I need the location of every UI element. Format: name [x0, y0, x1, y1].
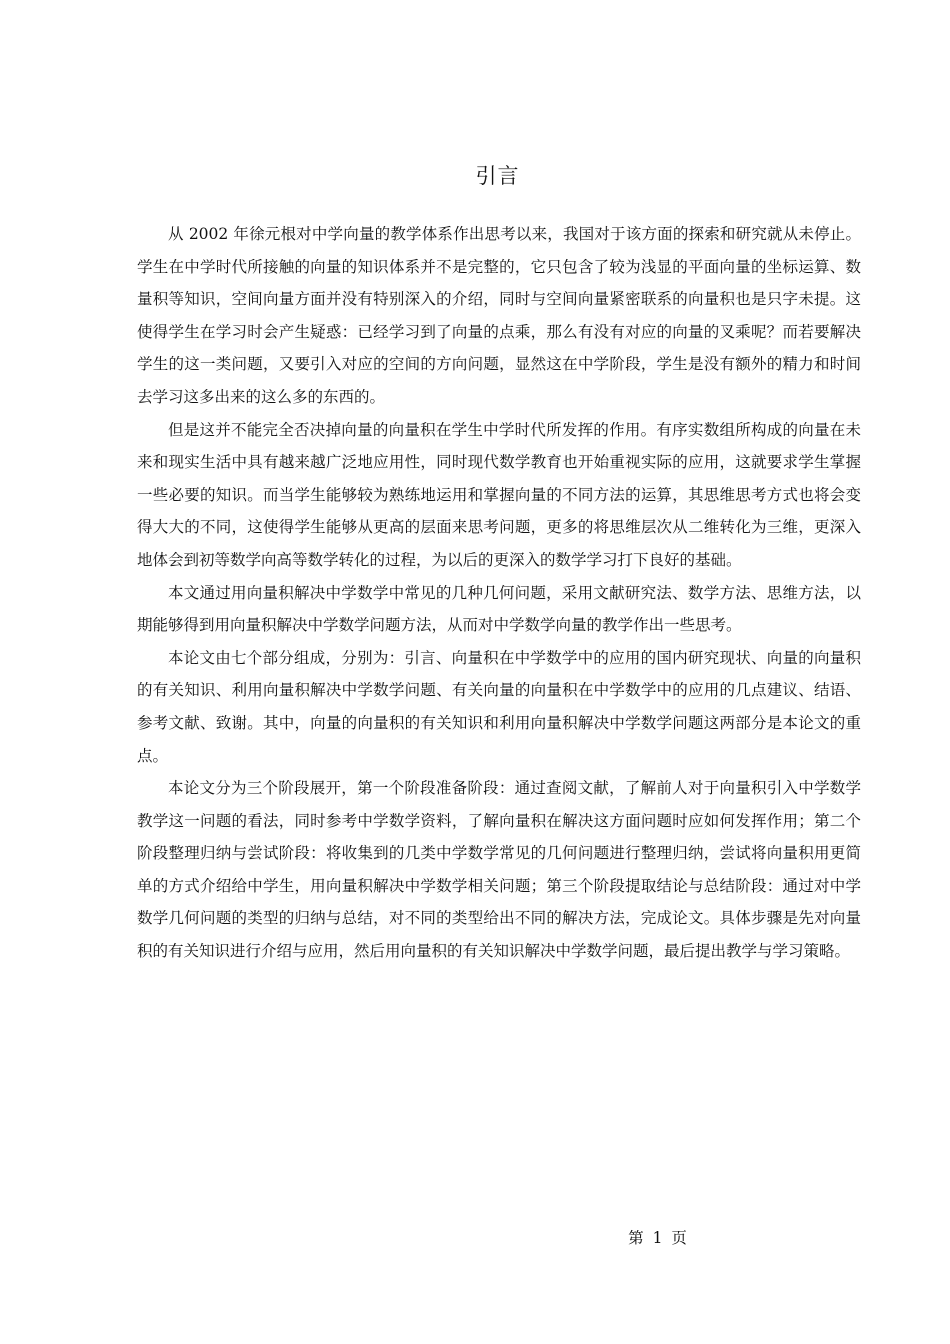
body-text: [137, 218, 861, 968]
paragraph-4: 本论文由七个部分组成，分别为：引言、向量积在中学数学中的应用的国内研究现状、向量的向量积的有关知识、利用向量积解决中学数学问题、有关向量的向量积在中学数学中的应用的几点建议、结语、参考文献、致谢。其中，向量的向量积的有关知识和利用向量积解决中学数学问题这两部分是本论文的重点。: [137, 648, 861, 765]
paragraph-2: 但是这并不能完全否决掉向量的向量积在学生中学时代所发挥的作用。有序实数组所构成的向量在未来和现实生活中具有越来越广泛地应用性，同时现代数学教育也开始重视实际的应用，这就要求学生掌握一些必要的知识。而当学生能够较为熟练地运用和掌握向量的不同方法的运算，其思维思考方式也将会变得大大的不同，这使得学生能够从更高的层面来思考问题，更多的将思维层次从二维转化为三维，更深入地体会到初等数学向高等数学转化的过程，为以后的更深入的数学学习打下良好的基础。: [137, 420, 861, 569]
section-title: 引言: [475, 164, 520, 188]
paragraph-5: 本论文分为三个阶段展开，第一个阶段准备阶段：通过查阅文献，了解前人对于向量积引入中学数学教学这一问题的看法，同时参考中学数学资料，了解向量积在解决这方面问题时应如何发挥作用；第二个阶段整理归纳与尝试阶段：将收集到的几类中学数学常见的几何问题进行整理归纳，尝试将向量积用更简单的方式介绍给中学生，用向量积解决中学数学相关问题；第三个阶段提取结论与总结阶段：通过对中学数学几何问题的类型的归纳与总结，对不同的类型给出不同的解决方法，完成论文。具体步骤是先对向量积的有关知识进行介绍与应用，然后用向量积的有关知识解决中学数学问题，最后提出教学与学习策略。: [137, 779, 861, 961]
paragraph-1: 从 2002 年徐元根对中学向量的教学体系作出思考以来，我国对于该方面的探索和研究就从未停止。学生在中学时代所接触的向量的知识体系并不是完整的，它只包含了较为浅显的平面向量的坐标运算、数量积等知识，空间向量方面并没有特别深入的介绍，同时与空间向量紧密联系的向量积也是只字未提。这使得学生在学习时会产生疑惑：已经学习到了向量的点乘，那么有没有对应的向量的叉乘呢？而若要解决学生的这一类问题，又要引入对应的空间的方向问题，显然这在中学阶段，学生是没有额外的精力和时间去学习这多出来的这么多的东西的。: [137, 225, 861, 406]
paragraph-3: 本文通过用向量积解决中学数学中常见的几种几何问题，采用文献研究法、数学方法、思维方法，以期能够得到用向量积解决中学数学问题方法，从而对中学数学向量的教学作出一些思考。: [137, 583, 861, 635]
page-number: 第 1 页: [628, 1229, 687, 1247]
